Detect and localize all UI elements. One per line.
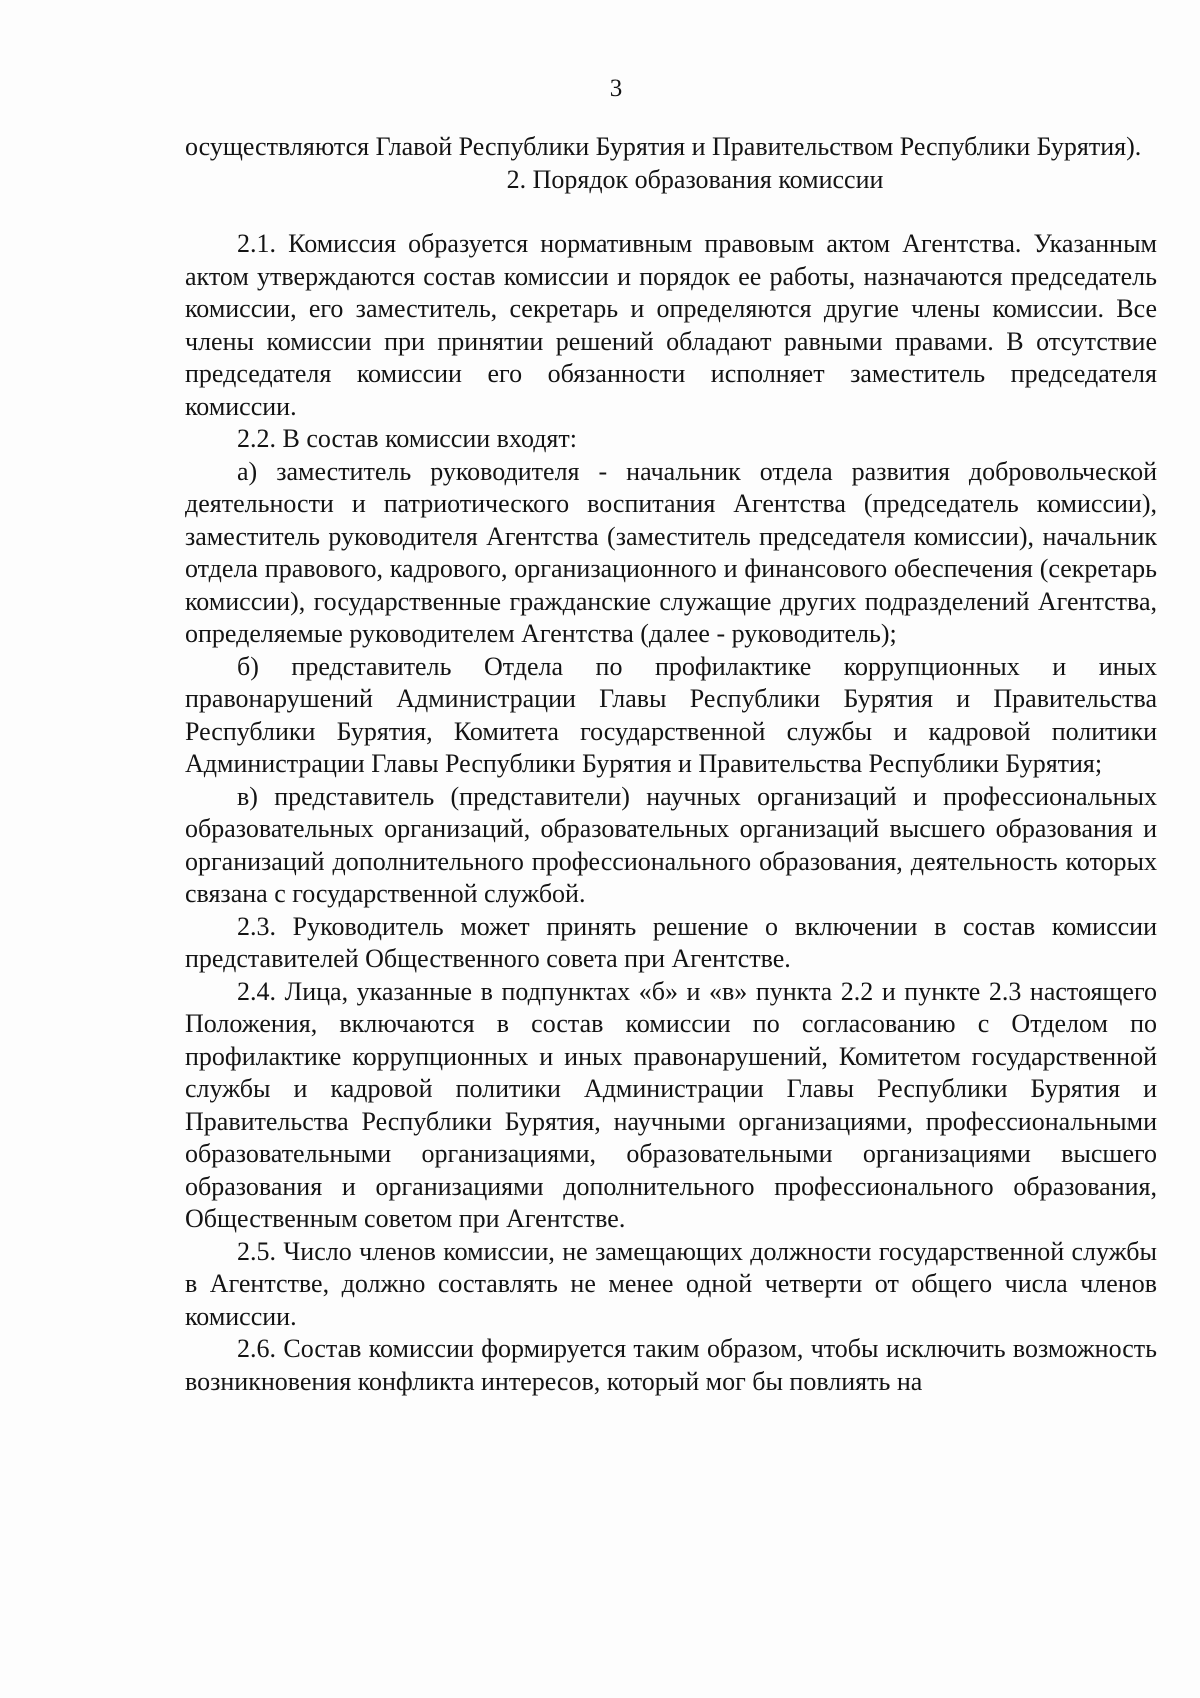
paragraph-2-3: 2.3. Руководитель может принять решение о включении в состав комиссии представителей Общественного совета при Агентстве. xyxy=(185,911,1157,973)
intro-paragraph: осуществляются Главой Республики Бурятия и Правительством Республики Бурятия). xyxy=(185,132,1142,161)
paragraph-2-1: 2.1. Комиссия образуется нормативным правовым актом Агентства. Указанным актом утверждаются состав комиссии и порядок ее работы, назначаются председатель комиссии, его заместитель, секретарь и определяются другие члены комиссии. Все члены комиссии при принятии решений обладают равными правами. В отсутствие председателя комиссии его обязанности исполняет заместитель председателя комиссии. xyxy=(185,229,1157,421)
paragraph-2-2-a: а) заместитель руководителя - начальник отдела развития добровольческой деятельности и патриотического воспитания Агентства (председатель комиссии), заместитель руководителя Агентства (заместитель председателя комиссии), начальник отдела правового, кадрового, организационного и финансового обеспечения (секретарь комиссии), государственные гражданские служащие других подразделений Агентства, определяемые руководителем Агентства (далее - руководитель); xyxy=(185,456,1157,648)
paragraph-2-5: 2.5. Число членов комиссии, не замещающих должности государственной службы в Агентстве, должно составлять не менее одной четверти от общего числа членов комиссии. xyxy=(185,1236,1157,1331)
page-number: 3 xyxy=(609,75,623,102)
section-heading: 2. Порядок образования комиссии xyxy=(506,164,884,194)
paragraph-2-2-v: в) представитель (представители) научных организаций и профессиональных образовательных организаций, образовательных организаций высшего образования и организаций дополнительного профессионального образования, деятельность которых связана с государственной службой. xyxy=(185,781,1157,908)
paragraph-2-2-b: б) представитель Отдела по профилактике коррупционных и иных правонарушений Администрации Главы Республики Бурятия и Правительства Республики Бурятия, Комитета государственной службы и кадровой политики Администрации Главы Республики Бурятия и Правительства Республики Бурятия; xyxy=(185,651,1157,778)
paragraph-2-2: 2.2. В состав комиссии входят: xyxy=(237,424,577,453)
document-body xyxy=(185,131,1157,1398)
paragraph-2-4: 2.4. Лица, указанные в подпунктах «б» и «в» пункта 2.2 и пункте 2.3 настоящего Положения, включаются в состав комиссии по согласованию с Отделом по профилактике коррупционных и иных правонарушений, Комитетом государственной службы и кадровой политики Администрации Главы Республики Бурятия и Правительства Республики Бурятия, научными организациями, профессиональными образовательными организациями, образовательными организациями высшего образования и организациями дополнительного профессионального образования, Общественным советом при Агентстве. xyxy=(185,976,1157,1233)
paragraph-2-6: 2.6. Состав комиссии формируется таким образом, чтобы исключить возможность возникновения конфликта интересов, который мог бы повлиять на xyxy=(185,1334,1157,1396)
